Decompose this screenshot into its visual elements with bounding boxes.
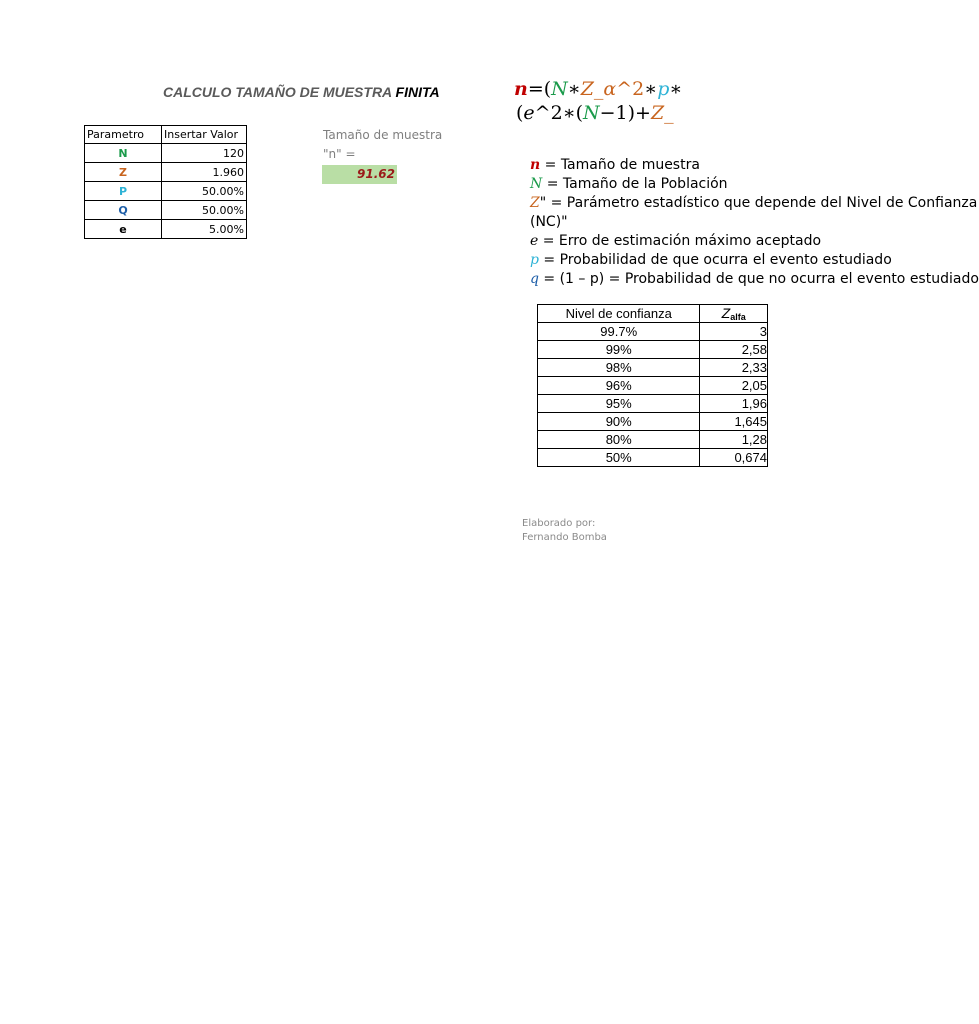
param-value-input[interactable]: 1.960 (162, 163, 247, 182)
formula-paren: ( (516, 102, 524, 124)
formula-N: N (583, 102, 600, 124)
table-row (538, 413, 768, 431)
definition-q (530, 270, 979, 289)
title-emphasis: FINITA (395, 84, 440, 100)
table-row (538, 377, 768, 395)
param-symbol: Z (85, 163, 162, 182)
z-value: 1,645 (700, 413, 768, 431)
param-row-e (85, 220, 247, 239)
conf-level: 98% (538, 359, 700, 377)
header-z: Z (721, 305, 731, 321)
header-nivel-confianza: Nivel de confianza (538, 305, 700, 323)
credit-author: Fernando Bomba (522, 532, 607, 543)
formula-pow: ^2 (616, 78, 645, 100)
z-value: 0,674 (700, 449, 768, 467)
formula-e: e (523, 102, 535, 124)
param-row-p (85, 182, 247, 201)
def-symbol: p (530, 252, 539, 268)
formula-line-2 (516, 102, 674, 125)
table-row (538, 449, 768, 467)
param-value-input[interactable]: 50.00% (162, 201, 247, 220)
formula-op: ∗ (644, 78, 658, 100)
param-symbol: Q (85, 201, 162, 220)
param-value-input[interactable]: 5.00% (162, 220, 247, 239)
param-value-input[interactable]: 120 (162, 144, 247, 163)
def-text: " = Parámetro estadístico que depende del Nivel de Confianza (539, 195, 978, 211)
page-title (163, 84, 440, 100)
formula-pow: ^2 (534, 102, 563, 124)
table-row (538, 323, 768, 341)
credit-label: Elaborado por: (522, 518, 596, 529)
confidence-table-panel (537, 304, 768, 472)
formula-op: ∗( (562, 102, 584, 124)
param-symbol: P (85, 182, 162, 201)
confidence-header-row (538, 305, 768, 323)
header-alfa-sub: alfa (730, 312, 746, 322)
z-value: 1,28 (700, 431, 768, 449)
author-credit (522, 517, 607, 545)
def-text: = Tamaño de muestra (540, 157, 700, 173)
param-value-input[interactable]: 50.00% (162, 182, 247, 201)
param-row-z (85, 163, 247, 182)
formula-p: p (657, 78, 670, 100)
def-text: = Probabilidad de que ocurra el evento estudiado (538, 252, 892, 268)
formula-op: ∗ (567, 78, 581, 100)
def-symbol: n (530, 157, 541, 173)
definition-nc (530, 213, 979, 232)
definition-N (530, 175, 979, 194)
def-text: (NC)" (530, 214, 568, 230)
conf-level: 90% (538, 413, 700, 431)
table-row (538, 341, 768, 359)
formula-N: N (551, 78, 568, 100)
conf-level: 95% (538, 395, 700, 413)
parameters-table (84, 125, 247, 239)
definition-Z (530, 194, 979, 213)
table-row (538, 359, 768, 377)
def-text: = Erro de estimación máximo aceptado (538, 233, 822, 249)
param-symbol: e (85, 220, 162, 239)
formula-line-1 (514, 78, 682, 101)
formula-panel (514, 78, 979, 288)
title-prefix: CALCULO TAMAÑO DE MUESTRA (163, 84, 396, 100)
param-symbol: N (85, 144, 162, 163)
z-value: 1,96 (700, 395, 768, 413)
sample-size-result: 91.62 (322, 165, 397, 184)
formula-Z: Z_ (650, 102, 674, 124)
table-row (538, 431, 768, 449)
header-z-alfa (700, 305, 768, 323)
def-symbol: Z (530, 195, 540, 211)
sample-size-label: Tamaño de muestra (323, 128, 443, 142)
z-value: 2,05 (700, 377, 768, 395)
definition-p (530, 251, 979, 270)
conf-level: 50% (538, 449, 700, 467)
def-symbol: q (530, 271, 539, 287)
def-symbol: N (530, 176, 543, 192)
param-row-q (85, 201, 247, 220)
conf-level: 99.7% (538, 323, 700, 341)
conf-level: 96% (538, 377, 700, 395)
formula-eq: =( (527, 78, 552, 100)
definition-n (530, 156, 979, 175)
header-parametro: Parametro (85, 126, 162, 144)
header-insertar-valor: Insertar Valor (162, 126, 247, 144)
param-row-n (85, 144, 247, 163)
definition-e (530, 232, 979, 251)
conf-level: 99% (538, 341, 700, 359)
z-value: 2,33 (700, 359, 768, 377)
n-equals-label: "n" = (323, 147, 356, 161)
formula-Z: Z_α (580, 78, 617, 100)
z-value: 3 (700, 323, 768, 341)
parameters-header-row (85, 126, 247, 144)
formula-n: n (514, 78, 528, 100)
conf-level: 80% (538, 431, 700, 449)
confidence-table (537, 304, 768, 467)
definitions-list (530, 156, 979, 289)
formula-op: ∗ (669, 78, 683, 100)
def-text: = (1 – p) = Probabilidad de que no ocurra el evento estudiado (538, 271, 979, 287)
table-row (538, 395, 768, 413)
def-symbol: e (530, 233, 539, 249)
formula-op: −1)+ (599, 102, 651, 124)
z-value: 2,58 (700, 341, 768, 359)
def-text: = Tamaño de la Población (542, 176, 728, 192)
